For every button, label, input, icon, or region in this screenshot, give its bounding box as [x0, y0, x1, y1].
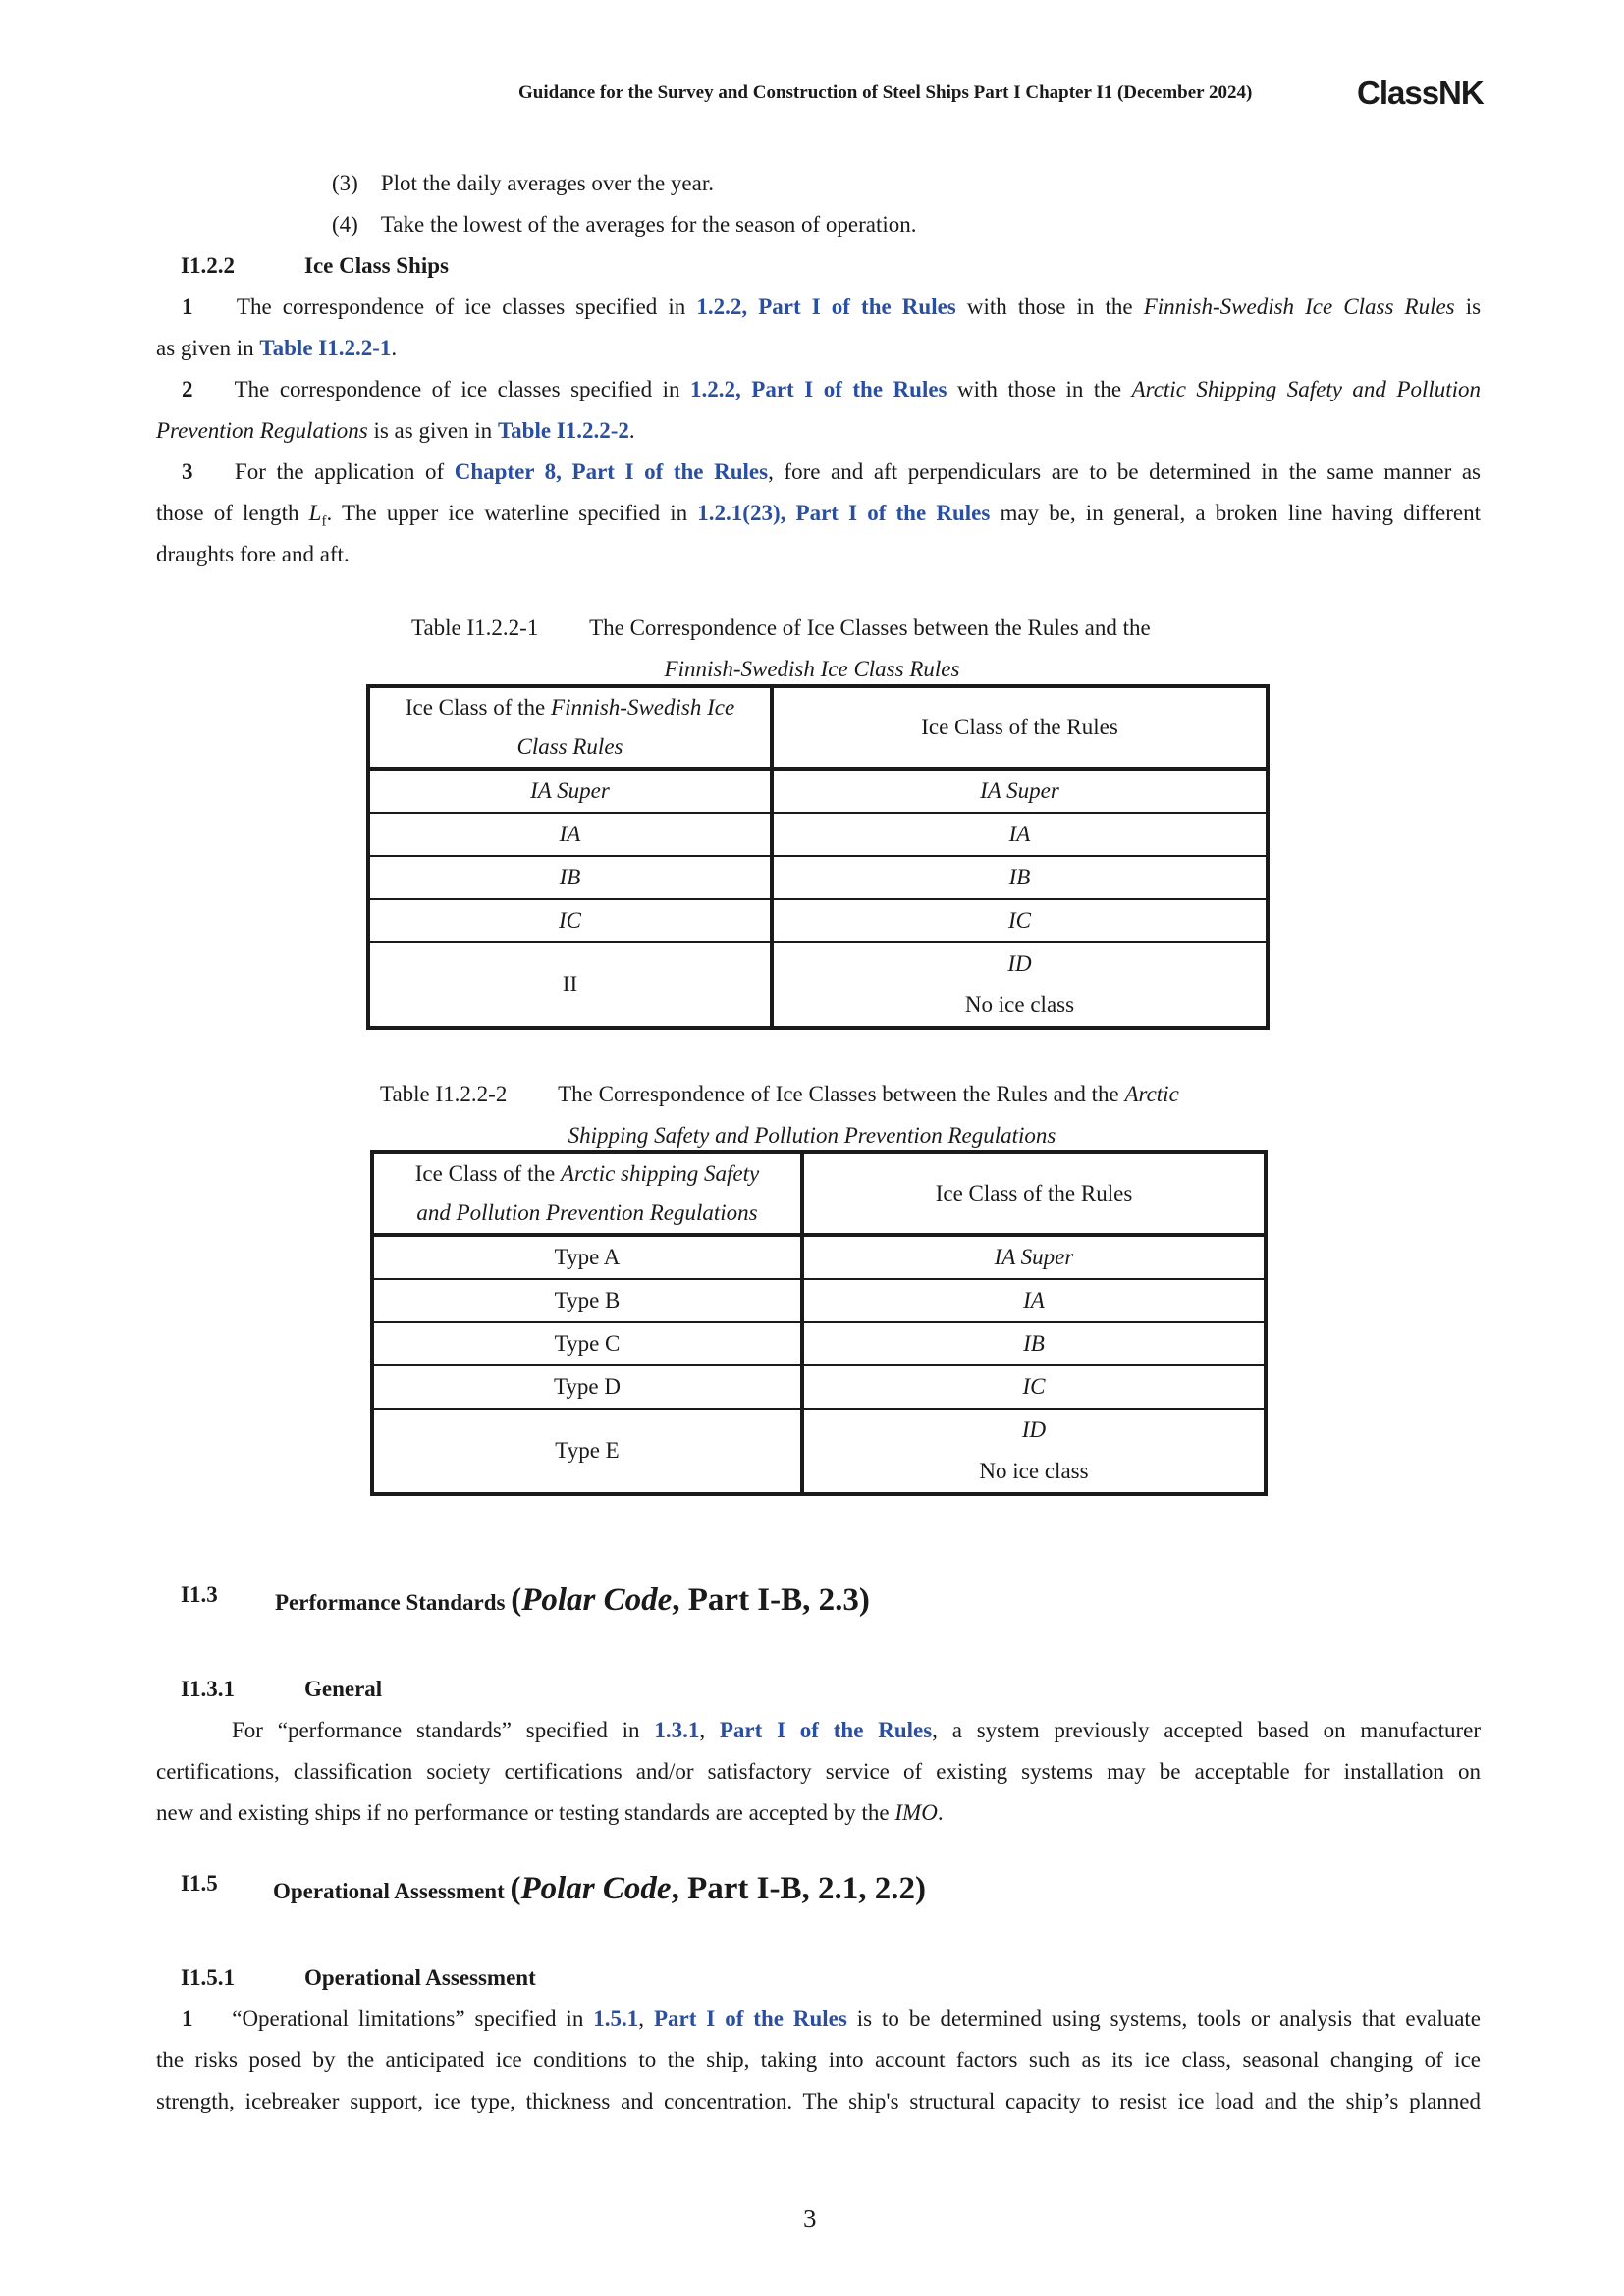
table-row	[368, 856, 1268, 899]
paragraph-number: 3	[182, 459, 193, 484]
table-1-caption	[411, 608, 1151, 649]
general-para-line-2: certifications, classification society certifications and/or satisfactory service of existing systems may be acceptable for installation on	[156, 1759, 1481, 1784]
classnk-logo: ClassNK	[1357, 75, 1484, 111]
list-item-number: (4)	[332, 212, 358, 237]
paragraph-2-line-1	[156, 369, 1481, 410]
paragraph-1-line-2	[156, 328, 397, 369]
italic-text: IMO	[894, 1800, 938, 1825]
rules-link[interactable]: 1.2.1(23), Part I of the Rules	[697, 501, 991, 525]
table-1-caption-line-2: Finnish-Swedish Ice Class Rules	[664, 657, 960, 681]
paragraph-number: 2	[182, 377, 193, 401]
table-2-caption	[380, 1074, 1179, 1115]
list-item-number: (3)	[332, 171, 358, 195]
text: , fore and aft perpendiculars are to be determined in the same manner as	[768, 459, 1481, 484]
italic-text: Arctic Shipping Safety and Pollution	[1131, 377, 1482, 401]
table-cell: IB	[368, 856, 772, 899]
table-cell: IA	[772, 813, 1268, 856]
text: may be, in general, a broken line having different	[1000, 501, 1481, 525]
table-header-row	[372, 1152, 1266, 1235]
operational-para-line-2: the risks posed by the anticipated ice conditions to the ship, taking into account factors such as its ice class, seasonal changing of ice	[156, 2048, 1481, 2072]
rules-link[interactable]: 1.2.2, Part I of the Rules	[690, 377, 947, 401]
italic-text: ID	[1021, 1417, 1047, 1442]
operational-para-line-1	[156, 1999, 1481, 2040]
table-2-caption-line-2: Shipping Safety and Pollution Prevention Regulations	[568, 1123, 1056, 1148]
table-cell: II	[368, 942, 772, 1028]
paragraph-number: 1	[182, 2006, 193, 2031]
text: ,	[699, 1718, 706, 1742]
text: “Operational limitations” specified in	[232, 2006, 584, 2031]
text: ,	[638, 2006, 645, 2031]
table-row	[368, 813, 1268, 856]
table-cell: IB	[772, 856, 1268, 899]
section-heading-i1-3-1	[181, 1669, 383, 1710]
text: (	[510, 1871, 521, 1906]
table-cell: IA Super	[772, 769, 1268, 813]
table-cell: IA	[368, 813, 772, 856]
rules-link[interactable]: 1.5.1	[593, 2006, 639, 2031]
rules-link[interactable]: 1.2.2, Part I of the Rules	[696, 294, 956, 319]
text: , Part I-B, 2.3)	[672, 1582, 870, 1618]
table-row	[372, 1235, 1266, 1279]
paragraph-3-line-1	[156, 452, 1481, 493]
list-item-text: Take the lowest of the averages for the season of operation.	[380, 212, 917, 237]
section-number: I1.5.1	[181, 1965, 235, 1990]
section-title: General	[304, 1677, 383, 1701]
section-number: I1.5	[181, 1871, 218, 1896]
section-title: Operational Assessment	[304, 1965, 536, 1990]
text: The correspondence of ice classes specified in	[236, 294, 686, 319]
section-title: Performance Standards	[275, 1590, 506, 1615]
section-heading-i1-5	[181, 1871, 926, 1906]
header-cell-right: Ice Class of the Rules	[802, 1152, 1266, 1235]
rules-link[interactable]: Chapter 8, Part I of the Rules	[454, 459, 769, 484]
list-item	[332, 204, 917, 245]
text: , a system previously accepted based on manufacturer	[932, 1718, 1482, 1742]
table-cell: Type B	[372, 1279, 802, 1322]
general-para-line-3	[156, 1792, 944, 1834]
text: as given in	[156, 336, 254, 360]
text: (	[511, 1582, 522, 1618]
text: , Part I-B, 2.1, 2.2)	[671, 1871, 926, 1906]
table-link[interactable]: Table I1.2.2-2	[497, 418, 629, 443]
text: .	[391, 336, 398, 360]
table-row	[368, 899, 1268, 942]
table-row	[372, 1365, 1266, 1409]
text: For “performance standards” specified in	[232, 1718, 640, 1742]
section-number: I1.3.1	[181, 1677, 235, 1701]
table-row	[372, 1322, 1266, 1365]
table-cell: Type E	[372, 1409, 802, 1494]
table-cell: IC	[368, 899, 772, 942]
table-row	[368, 769, 1268, 813]
page-number: 3	[803, 2204, 817, 2233]
table-header-row	[368, 686, 1268, 769]
table-cell	[802, 1409, 1266, 1494]
table-label: Table I1.2.2-1	[411, 615, 539, 640]
italic-text: Class Rules	[516, 734, 623, 759]
rules-link[interactable]: 1.3.1	[654, 1718, 700, 1742]
text: . The upper ice waterline specified in	[326, 501, 688, 525]
text: new and existing ships if no performance or testing standards are accepted by the	[156, 1800, 890, 1825]
table-cell: Type A	[372, 1235, 802, 1279]
table-row	[372, 1279, 1266, 1322]
paragraph-2-line-2	[156, 410, 635, 452]
table-cell: IC	[802, 1365, 1266, 1409]
table-cell: IA	[802, 1279, 1266, 1322]
paragraph-number: 1	[182, 294, 193, 319]
section-title: Ice Class Ships	[304, 253, 449, 278]
text: is as given in	[373, 418, 493, 443]
italic-text: Finnish-Swedish Ice Class Rules	[1143, 294, 1455, 319]
section-heading-i1-5-1	[181, 1957, 536, 1999]
italic-text: and Pollution Prevention Regulations	[416, 1201, 758, 1225]
italic-text: Polar Code	[520, 1871, 672, 1906]
paragraph-1-line-1	[156, 287, 1481, 328]
table-cell: Type D	[372, 1365, 802, 1409]
italic-text: Polar Code	[521, 1582, 673, 1618]
text: .	[937, 1800, 944, 1825]
section-title-group	[275, 1582, 870, 1619]
text: with those in the	[966, 294, 1133, 319]
italic-text: ID	[1007, 951, 1032, 976]
table-row	[372, 1409, 1266, 1494]
section-number: I1.3	[181, 1582, 218, 1607]
symbol-subscript: f	[321, 513, 327, 530]
operational-para-line-3: strength, icebreaker support, ice type, thickness and concentration. The ship's structural capacity to resist ice load and the ship’s planned	[156, 2089, 1481, 2113]
table-cell: IA Super	[802, 1235, 1266, 1279]
text: is	[1465, 294, 1482, 319]
header-cell-left	[372, 1152, 802, 1235]
running-header: Guidance for the Survey and Construction of Steel Ships Part I Chapter I1 (December 2024)	[518, 82, 1253, 103]
section-heading-i1-2-2	[181, 245, 449, 287]
italic-text: Arctic shipping Safety	[560, 1161, 760, 1186]
table-cell: Type C	[372, 1322, 802, 1365]
section-number: I1.2.2	[181, 253, 235, 278]
text: with those in the	[957, 377, 1122, 401]
table-caption-text: The Correspondence of Ice Classes between the Rules and the	[589, 615, 1151, 640]
ice-class-table-2	[370, 1150, 1268, 1496]
text: Ice Class of the	[414, 1161, 556, 1186]
table-link[interactable]: Table I1.2.2-1	[259, 336, 392, 360]
section-title-group	[273, 1871, 926, 1907]
ice-class-table-1	[366, 684, 1270, 1030]
table-cell: IB	[802, 1322, 1266, 1365]
text: The correspondence of ice classes specified in	[234, 377, 680, 401]
italic-text: Finnish-Swedish Ice	[551, 695, 735, 720]
text: .	[628, 418, 635, 443]
table-cell: IA Super	[368, 769, 772, 813]
text: those of length	[156, 501, 299, 525]
general-para-line-1	[156, 1710, 1481, 1751]
text: For the application of	[234, 459, 445, 484]
table-caption-text: The Correspondence of Ice Classes between the Rules and the	[558, 1082, 1119, 1106]
table-label: Table I1.2.2-2	[380, 1082, 508, 1106]
section-title: Operational Assessment	[273, 1879, 505, 1903]
list-item-text: Plot the daily averages over the year.	[380, 171, 714, 195]
text: Ice Class of the	[405, 695, 546, 720]
italic-text: Arctic	[1124, 1082, 1179, 1106]
text: No ice class	[979, 1459, 1089, 1483]
section-heading-i1-3	[181, 1582, 870, 1618]
list-item	[332, 163, 714, 204]
table-row	[368, 942, 1268, 1028]
italic-text: Prevention Regulations	[156, 418, 368, 443]
text: is to be determined using systems, tools or analysis that evaluate	[856, 2006, 1482, 2031]
table-cell	[772, 942, 1268, 1028]
header-cell-right: Ice Class of the Rules	[772, 686, 1268, 769]
text: No ice class	[964, 992, 1075, 1017]
paragraph-3-line-3: draughts fore and aft.	[156, 542, 350, 566]
table-cell: IC	[772, 899, 1268, 942]
rules-link[interactable]: Part I of the Rules	[719, 1718, 933, 1742]
symbol-l: L	[308, 501, 322, 525]
header-cell-left	[368, 686, 772, 769]
paragraph-3-line-2	[156, 493, 1481, 543]
rules-link[interactable]: Part I of the Rules	[653, 2006, 847, 2031]
